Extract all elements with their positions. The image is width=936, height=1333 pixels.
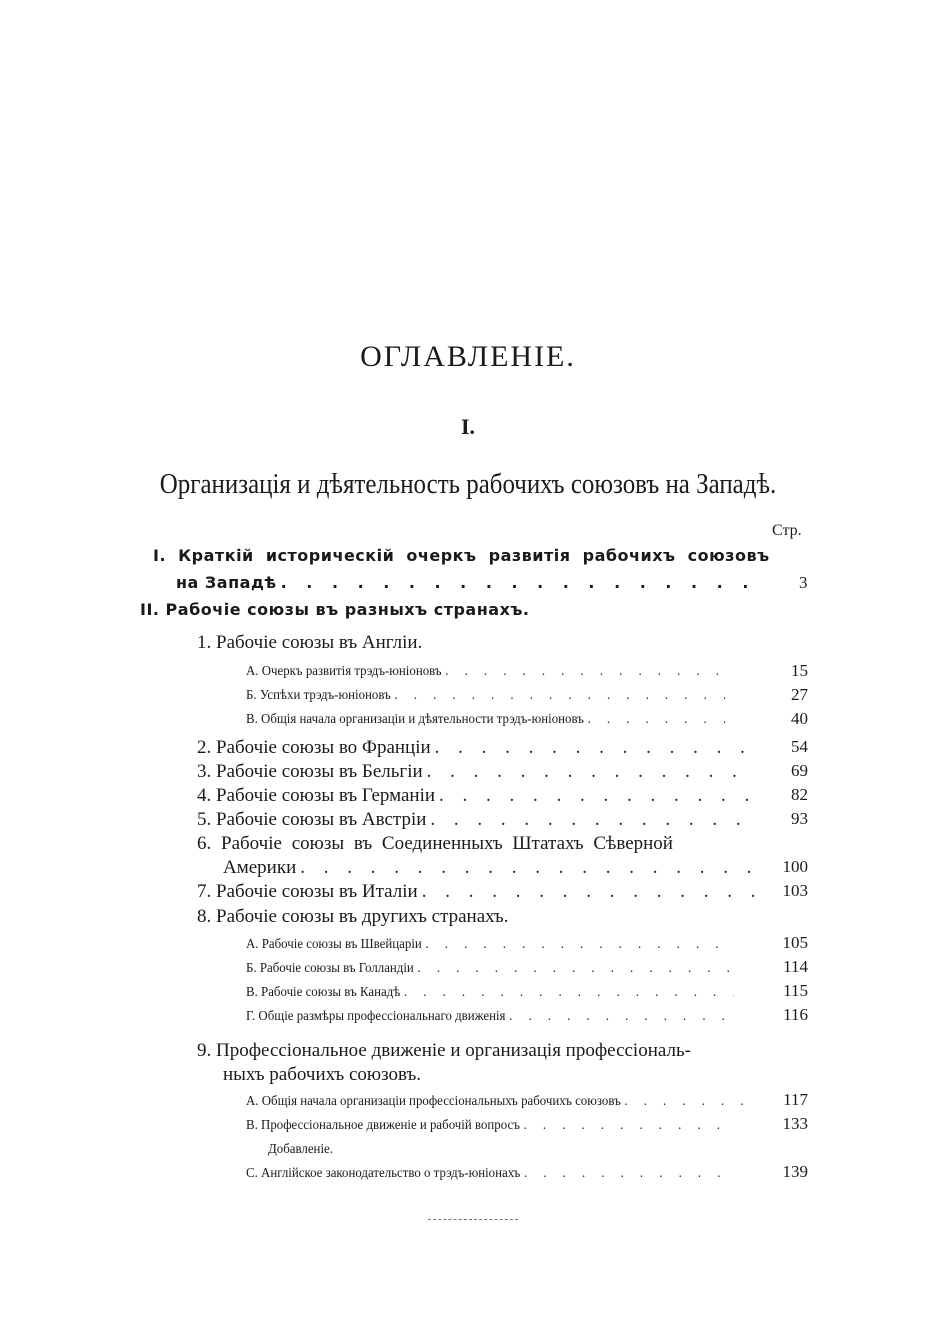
leader-dots xyxy=(524,1166,734,1182)
section-1-line1 xyxy=(153,546,770,565)
entry-8b xyxy=(246,961,734,977)
toc-heading: ОГЛАВЛЕНІЕ. xyxy=(360,340,576,373)
page-column-label: Стр. xyxy=(772,522,802,539)
section-1-line2 xyxy=(176,573,752,592)
entry-5-page: 93 xyxy=(791,809,808,828)
entry-1c-label: В. Общія начала организаціи и дѣятельности трэдъ-юніоновъ xyxy=(246,712,584,727)
entry-8c-page: 115 xyxy=(783,981,808,1000)
section-1-title-cont: на Западѣ xyxy=(176,573,277,592)
entry-9a xyxy=(246,1094,747,1110)
entry-8c-label: В. Рабочіе союзы въ Канадѣ xyxy=(246,985,401,1000)
entry-8a-label: А. Рабочіе союзы въ Швейцаріи xyxy=(246,937,422,952)
entry-4-label: 4. Рабочіе союзы въ Германіи xyxy=(197,785,436,806)
entry-6-label: 6. Рабочіе союзы въ Соединенныхъ Штатахъ Сѣверной xyxy=(197,833,673,854)
entry-1b-page: 27 xyxy=(791,685,808,704)
entry-8a xyxy=(246,937,734,953)
entry-7-label: 7. Рабочіе союзы въ Италіи xyxy=(197,881,418,902)
entry-3 xyxy=(197,761,757,783)
entry-9b-page: 133 xyxy=(782,1114,808,1133)
entry-9-line2: ныхъ рабочихъ союзовъ. xyxy=(223,1064,422,1085)
leader-dots xyxy=(404,985,734,1001)
entry-8d-page: 116 xyxy=(783,1005,808,1024)
footer-rule xyxy=(428,1219,518,1221)
section-1-title: I. Краткій историческій очеркъ развитія рабочихъ союзовъ xyxy=(153,546,770,565)
entry-6-line2 xyxy=(223,857,757,879)
entry-3-label: 3. Рабочіе союзы въ Бельгіи xyxy=(197,761,423,782)
entry-1a-label: А. Очеркъ развитія трэдъ-юніоновъ xyxy=(246,664,442,679)
entry-6-line1 xyxy=(197,833,753,855)
leader-dots xyxy=(509,1009,733,1025)
leader-dots xyxy=(430,809,757,831)
entry-1b-label: Б. Успѣхи трэдъ-юніоновъ xyxy=(246,688,391,703)
entry-2-page: 54 xyxy=(791,737,808,756)
entry-4-page: 82 xyxy=(791,785,808,804)
entry-1-title: 1. Рабочіе союзы въ Англіи. xyxy=(197,632,423,653)
entry-9a-page: 117 xyxy=(783,1090,808,1109)
entry-8c xyxy=(246,985,734,1001)
entry-1b xyxy=(246,688,734,704)
part-title: Организація и дѣятельность рабочихъ союзовъ на Западѣ. xyxy=(159,468,777,500)
leader-dots xyxy=(281,573,752,592)
entry-2 xyxy=(197,737,757,759)
entry-2-label: 2. Рабочіе союзы во Франціи xyxy=(197,737,431,758)
leader-dots xyxy=(425,937,733,953)
entry-9-line1: 9. Профессіональное движеніе и организація профессіональ- xyxy=(197,1040,691,1061)
leader-dots xyxy=(439,785,757,807)
section-1-page: 3 xyxy=(799,573,808,592)
leader-dots xyxy=(435,737,757,759)
entry-8d xyxy=(246,1009,734,1025)
entry-1c-page: 40 xyxy=(791,709,808,728)
entry-1c xyxy=(246,712,743,728)
entry-8b-label: Б. Рабочіе союзы въ Голландіи xyxy=(246,961,414,976)
entry-9c xyxy=(246,1166,734,1182)
entry-9b-addendum: Добавленіе. xyxy=(268,1142,333,1157)
section-2-title: II. Рабочіе союзы въ разныхъ странахъ. xyxy=(140,600,530,619)
leader-dots xyxy=(394,688,733,704)
entry-7 xyxy=(197,881,757,903)
entry-3-page: 69 xyxy=(791,761,808,780)
leader-dots xyxy=(524,1118,734,1134)
entry-6-page: 100 xyxy=(782,857,808,876)
leader-dots xyxy=(588,712,743,728)
entry-8-title: 8. Рабочіе союзы въ другихъ странахъ. xyxy=(197,906,509,927)
entry-8a-page: 105 xyxy=(782,933,808,952)
entry-1a-page: 15 xyxy=(791,661,808,680)
leader-dots xyxy=(445,664,733,680)
entry-9b xyxy=(246,1118,734,1134)
leader-dots xyxy=(418,961,734,977)
entry-9b-label: В. Профессіональное движеніе и рабочій вопросъ xyxy=(246,1118,520,1133)
entry-5 xyxy=(197,809,757,831)
entry-7-page: 103 xyxy=(782,881,808,900)
leader-dots xyxy=(624,1094,747,1110)
part-numeral: I. xyxy=(460,414,476,439)
entry-4 xyxy=(197,785,757,807)
entry-5-label: 5. Рабочіе союзы въ Австріи xyxy=(197,809,427,830)
entry-9a-label: А. Общія начала организаціи профессіональныхъ рабочихъ союзовъ xyxy=(246,1094,621,1109)
entry-8d-label: Г. Общіе размѣры профессіональнаго движенія xyxy=(246,1009,506,1024)
leader-dots xyxy=(422,881,757,903)
leader-dots xyxy=(300,857,757,879)
leader-dots xyxy=(427,761,757,783)
entry-1a xyxy=(246,664,734,680)
entry-8b-page: 114 xyxy=(783,957,808,976)
entry-9c-label: С. Англійское законодательство о трэдъ-юніонахъ xyxy=(246,1166,521,1181)
entry-6-label-cont: Америки xyxy=(223,857,297,878)
entry-9c-page: 139 xyxy=(782,1162,808,1181)
